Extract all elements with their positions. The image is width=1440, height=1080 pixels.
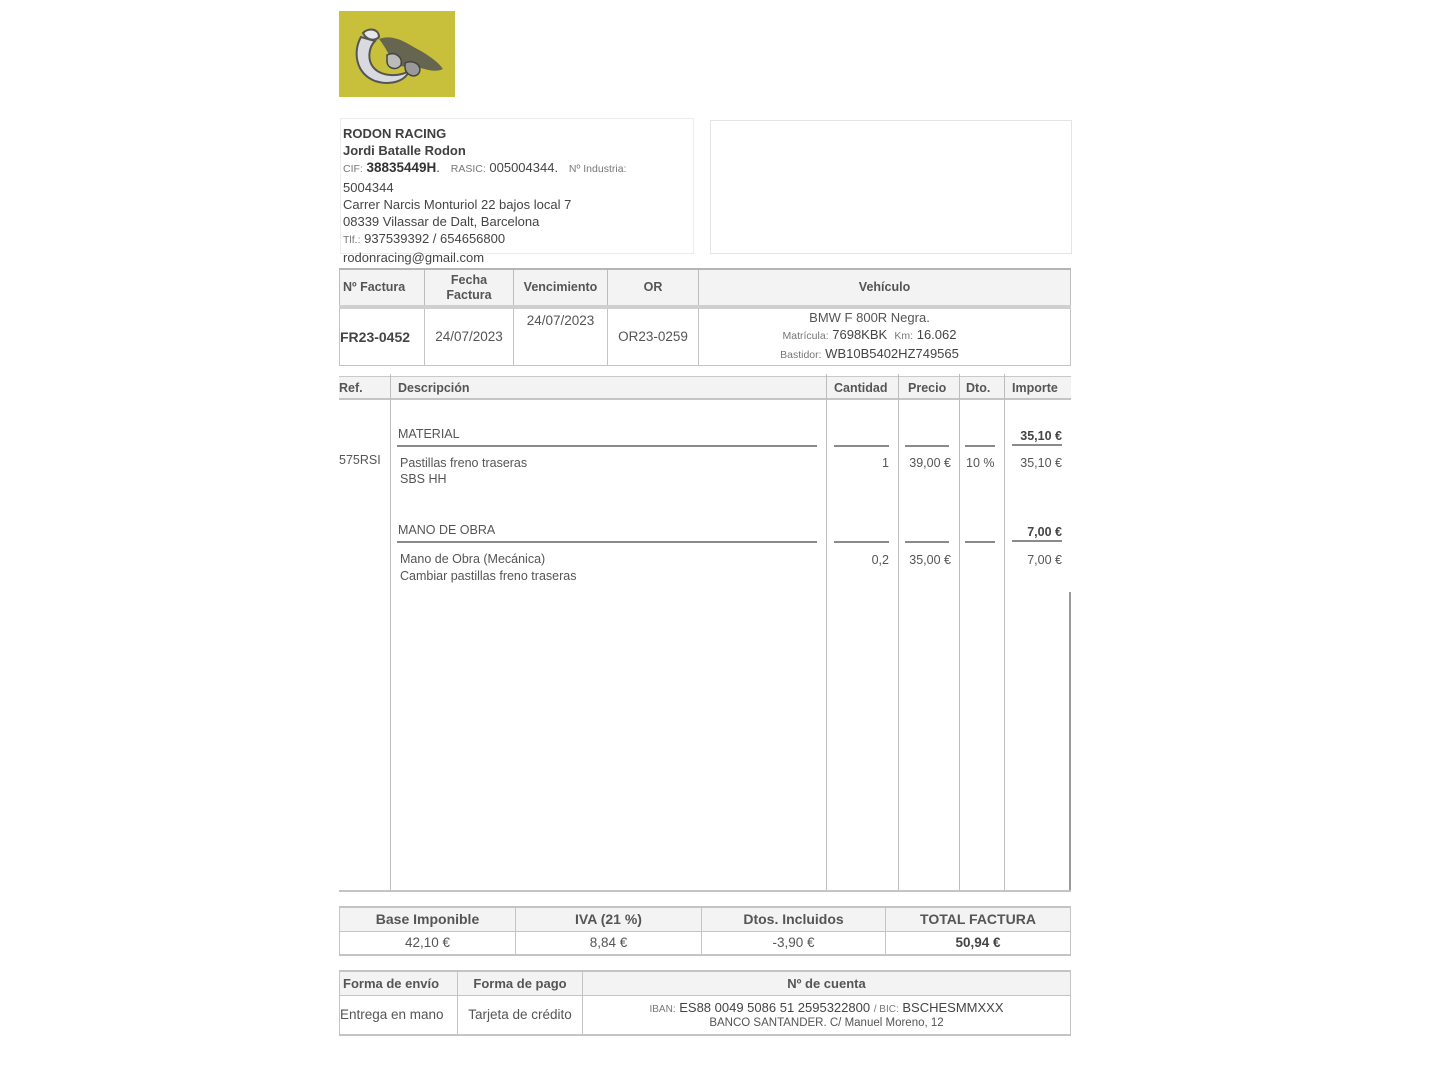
section-rule (965, 445, 995, 447)
section-rule (1012, 540, 1062, 542)
section-title-labor: MANO DE OBRA (398, 523, 496, 537)
section-subtotal-material: 35,10 € (1020, 429, 1062, 443)
col-divider (898, 374, 899, 892)
iban-label: IBAN: (649, 1004, 676, 1016)
total-amount: 50,94 € (886, 931, 1071, 955)
item-description-2: SBS HH (400, 472, 447, 486)
shipping-method: Entrega en mano (340, 995, 458, 1035)
col-or: OR (608, 269, 699, 307)
phone-label: Tlf.: (343, 234, 361, 247)
section-subtotal-labor: 7,00 € (1027, 525, 1062, 539)
col-due-date: Vencimiento (514, 269, 608, 307)
due-date: 24/07/2023 (514, 307, 608, 365)
col-total: TOTAL FACTURA (886, 907, 1071, 931)
bank-name: BANCO SANTANDER. C/ Manuel Moreno, 12 (709, 1017, 944, 1030)
cif-value: 38835449H (366, 160, 437, 176)
or-number: OR23-0259 (608, 307, 699, 365)
section-rule (905, 445, 949, 447)
item-description: Mano de Obra (Mecánica) (400, 552, 546, 566)
item-description: Pastillas freno traseras (400, 456, 528, 470)
col-divider (1004, 374, 1005, 892)
col-divider (959, 374, 960, 892)
invoice-header-table (339, 268, 1071, 366)
company-name: RODON RACING (343, 126, 447, 141)
iva-amount: 8,84 € (516, 931, 702, 955)
vehicle-model: BMW F 800R Negra. (809, 310, 930, 326)
company-address-2: 08339 Vilassar de Dalt, Barcelona (343, 214, 540, 230)
col-payment-method: Forma de pago (458, 971, 583, 995)
totals-table (339, 906, 1071, 956)
client-info-box (710, 120, 1072, 254)
col-discounts: Dtos. Incluidos (702, 907, 886, 931)
section-rule (905, 541, 949, 543)
invoice-date: 24/07/2023 (425, 307, 514, 365)
line-items-table (339, 374, 1071, 892)
company-owner: Jordi Batalle Rodon (343, 143, 466, 159)
section-rule (397, 445, 817, 447)
plate-value: 7698KBK (832, 327, 888, 343)
item-amount: 7,00 € (1027, 553, 1062, 567)
cif-label: CIF: (343, 163, 363, 176)
company-phone (343, 230, 693, 249)
col-divider (390, 374, 391, 892)
col-amount: Importe (1012, 381, 1058, 395)
iban-line (583, 1000, 1070, 1015)
table-bottom-border (339, 890, 1071, 892)
col-account: Nº de cuenta (583, 971, 1071, 995)
section-rule (1012, 444, 1062, 446)
discounts-amount: -3,90 € (702, 931, 886, 955)
base-amount: 42,10 € (340, 931, 516, 955)
chassis-value: WB10B5402HZ749565 (825, 346, 959, 362)
item-quantity: 1 (882, 456, 889, 470)
industria-label: Nº Industria: (568, 163, 627, 176)
section-title-material: MATERIAL (398, 427, 460, 441)
iban-value: ES88 0049 5086 51 2595322800 (679, 1000, 871, 1016)
item-price: 39,00 € (909, 456, 951, 470)
plate-label: Matrícula: (782, 330, 829, 343)
km-value: 16.062 (916, 327, 957, 343)
col-quantity: Cantidad (834, 381, 888, 395)
section-rule (397, 541, 817, 543)
payment-method: Tarjeta de crédito (458, 995, 583, 1035)
company-address-1: Carrer Narcis Monturiol 22 bajos local 7 (343, 196, 572, 212)
phone-value: 937539392 / 654656800 (364, 231, 506, 247)
col-discount: Dto. (966, 381, 991, 395)
section-rule (834, 445, 889, 447)
vehicle-chassis (699, 345, 1040, 364)
col-shipping: Forma de envío (340, 971, 458, 995)
chassis-label: Bastidor: (780, 349, 822, 362)
col-price: Precio (908, 381, 947, 395)
rasic-value: 005004344 (489, 160, 555, 176)
company-email: rodonracing@gmail.com (343, 250, 485, 266)
company-info (340, 118, 694, 266)
col-vehicle: Vehículo (699, 269, 1071, 307)
col-invoice-date: Fecha Factura (425, 269, 514, 307)
km-label: Km: (894, 330, 914, 343)
section-rule (965, 541, 995, 543)
section-rule (834, 541, 889, 543)
motorcycle-logo-icon (339, 11, 455, 97)
item-amount: 35,10 € (1020, 456, 1062, 470)
company-logo (339, 11, 455, 97)
vehicle-plate-km (699, 326, 1040, 345)
rasic-label: RASIC: (450, 163, 486, 176)
item-description-2: Cambiar pastillas freno traseras (400, 569, 577, 583)
col-ref: Ref. (339, 381, 363, 395)
line-items-header (339, 376, 1071, 400)
bic-value: BSCHESMMXXX (902, 1000, 1004, 1016)
col-description: Descripción (398, 381, 470, 395)
invoice-number: FR23-0452 (340, 307, 425, 365)
item-price: 35,00 € (909, 553, 951, 567)
vehicle-details (699, 307, 1071, 365)
col-invoice-number: Nº Factura (340, 269, 425, 307)
col-base: Base Imponible (340, 907, 516, 931)
item-discount: 10 % (966, 456, 995, 470)
col-divider (826, 374, 827, 892)
table-right-border (1069, 592, 1071, 892)
company-ids: CIF: 38835449H. RASIC: 005004344. Nº Industria: (343, 160, 627, 176)
col-iva: IVA (21 %) (516, 907, 702, 931)
bic-label: / BIC: (873, 1004, 899, 1016)
industria-value: 5004344 (343, 179, 394, 195)
account-details (583, 995, 1071, 1035)
payment-table (339, 970, 1071, 1036)
item-quantity: 0,2 (871, 553, 889, 567)
item-ref: 575RSI (339, 453, 381, 467)
